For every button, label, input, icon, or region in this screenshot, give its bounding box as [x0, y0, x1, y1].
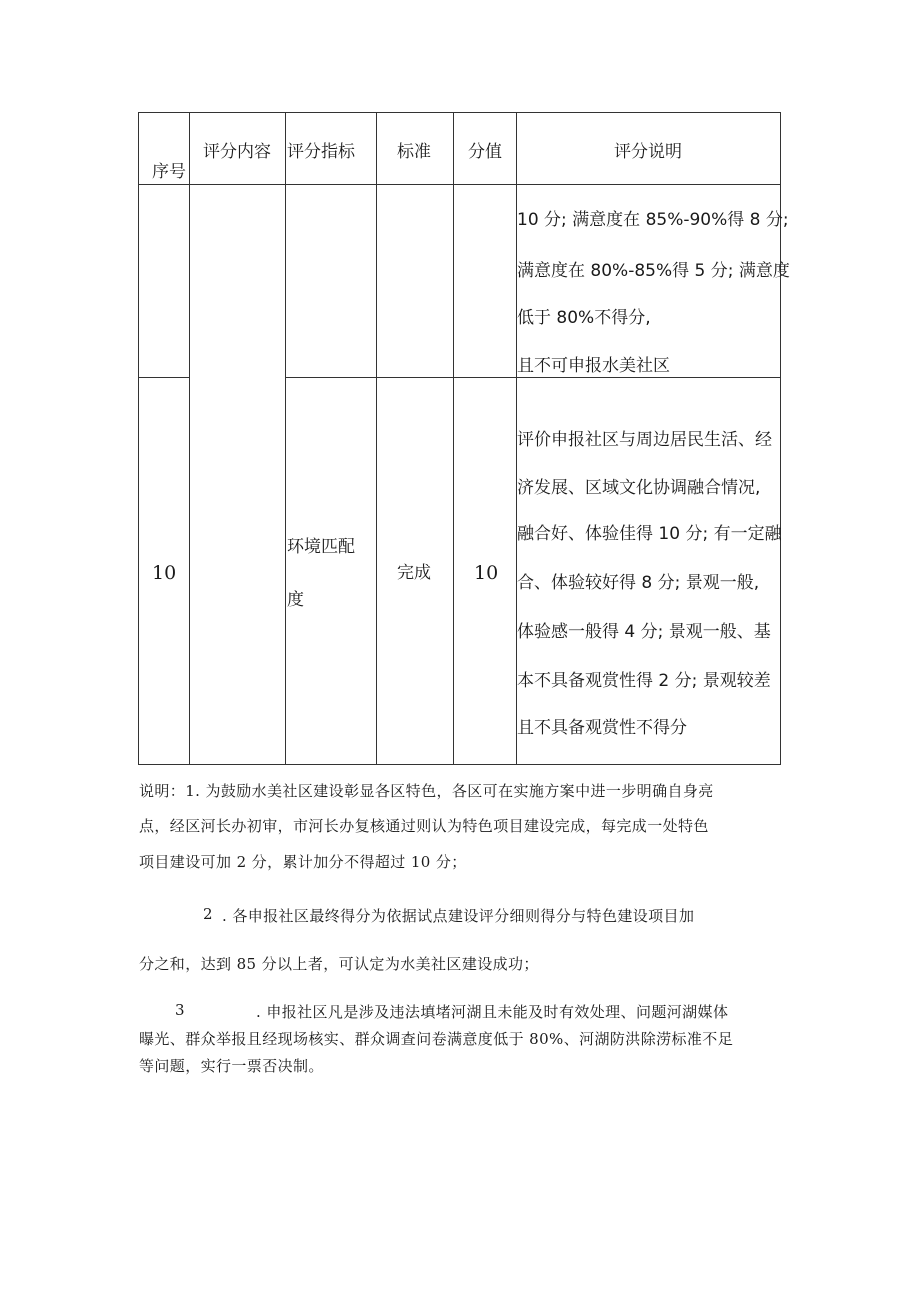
- row-10-standard: 完成: [397, 563, 431, 583]
- table-row-divider-left: [138, 377, 189, 378]
- table-header-divider: [138, 184, 781, 185]
- row-10-explanation-line: 评价申报社区与周边居民生活、经: [517, 430, 772, 450]
- row-10-explanation-line: 且不具备观赏性不得分: [517, 718, 687, 738]
- table-col-divider-1: [189, 112, 190, 765]
- table-border-bottom: [138, 764, 781, 765]
- table-border-top: [138, 112, 781, 113]
- note-1-line: 项目建设可加 2 分，累计加分不得超过 10 分；: [139, 853, 467, 871]
- note-2-number: 2: [203, 905, 213, 923]
- row-prev-explanation-line: 满意度在 80%-85%得 5 分; 满意度: [517, 261, 790, 281]
- table-row-divider-right: [285, 377, 781, 378]
- header-content: 评分内容: [203, 142, 271, 162]
- table-col-divider-3: [376, 112, 377, 765]
- row-10-explanation-line: 融合好、体验佳得 10 分; 有一定融: [517, 524, 782, 544]
- row-10-indicator-line: 环境匹配: [287, 537, 355, 557]
- table-col-divider-2: [285, 112, 286, 765]
- header-indicator: 评分指标: [287, 142, 355, 162]
- row-10-explanation-line: 合、体验较好得 8 分; 景观一般,: [517, 573, 760, 593]
- header-explanation: 评分说明: [614, 142, 682, 162]
- header-seq: 序号: [152, 162, 186, 182]
- table-col-divider-4: [453, 112, 454, 765]
- row-10-explanation-line: 本不具备观赏性得 2 分; 景观较差: [517, 671, 771, 691]
- note-3-line: 曝光、群众举报且经现场核实、群众调查问卷满意度低于 80%、河湖防洪除涝标准不足: [139, 1030, 734, 1048]
- note-3-line: 等问题，实行一票否决制。: [139, 1057, 324, 1075]
- row-10-seq: 10: [152, 562, 177, 584]
- note-2-line: . 各申报社区最终得分为依据试点建设评分细则得分与特色建设项目加: [222, 907, 695, 925]
- header-score: 分值: [468, 142, 502, 162]
- row-prev-explanation-line: 低于 80%不得分,: [517, 308, 651, 328]
- note-3-line: . 申报社区凡是涉及违法填堵河湖且未能及时有效处理、问题河湖媒体: [256, 1003, 729, 1021]
- table-border-left: [138, 112, 139, 765]
- row-10-explanation-line: 济发展、区域文化协调融合情况,: [517, 478, 761, 498]
- row-prev-explanation-line: 10 分; 满意度在 85%-90%得 8 分;: [517, 210, 789, 230]
- row-10-explanation-line: 体验感一般得 4 分; 景观一般、基: [517, 622, 771, 642]
- row-10-score: 10: [474, 562, 499, 584]
- note-2-line: 分之和，达到 85 分以上者，可认定为水美社区建设成功；: [139, 955, 539, 973]
- row-10-indicator-line: 度: [287, 590, 304, 610]
- row-prev-explanation-line: 且不可申报水美社区: [517, 356, 670, 376]
- note-3-number: 3: [175, 1001, 185, 1019]
- note-1-line: 点，经区河长办初审，市河长办复核通过则认为特色项目建设完成，每完成一处特色: [139, 817, 709, 835]
- note-1-line: 说明：1. 为鼓励水美社区建设彰显各区特色，各区可在实施方案中进一步明确自身亮: [139, 782, 714, 800]
- header-standard: 标准: [397, 142, 431, 162]
